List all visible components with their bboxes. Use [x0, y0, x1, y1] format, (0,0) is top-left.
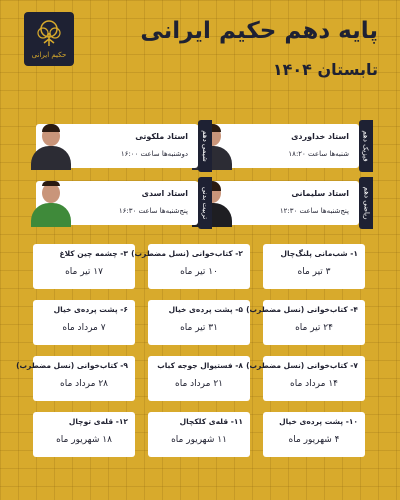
teacher-time: پنج‌شنبه‌ها ساعت ۱۶:۳۰ — [118, 207, 188, 215]
program-card — [16, 356, 135, 401]
program-date: ۱۸ شهریور ماه — [56, 435, 112, 445]
program-title: ۵- پشت پرده‌ی خیال — [168, 305, 243, 314]
program-card — [148, 356, 250, 401]
program-row — [33, 300, 365, 345]
program-date: ۲۱ مرداد ماه — [175, 379, 223, 389]
teacher-card-chemistry — [36, 124, 209, 168]
program-date: ۳ تیر ماه — [297, 267, 331, 277]
teacher-card-physics — [197, 124, 370, 168]
program-card — [33, 300, 135, 345]
program-row — [33, 412, 365, 457]
teacher-time: دوشنبه‌ها ساعت ۱۶:۰۰ — [120, 150, 188, 158]
teacher-time: پنج‌شنبه‌ها ساعت ۱۲:۳۰ — [279, 207, 349, 215]
teacher-avatar — [28, 175, 74, 227]
program-title: ۱- شب‌مانی پلنگ‌چال — [280, 249, 358, 258]
subject-tab: فیزیک دهم — [359, 120, 373, 172]
teacher-time: شنبه‌ها ساعت ۱۸:۲۰ — [288, 150, 349, 158]
program-title: ۶- پشت پرده‌ی خیال — [53, 305, 128, 314]
teacher-card-pe — [36, 181, 209, 225]
program-title: ۲- کتاب‌خوانی (نسل مضطرب) — [131, 249, 243, 258]
program-date: ۴ شهریور ماه — [288, 435, 340, 445]
program-title: ۴- کتاب‌خوانی (نسل مضطرب) — [246, 305, 358, 314]
subject-tab: شیمی دهم — [198, 120, 212, 172]
logo-text: حکیم ایرانی — [31, 51, 67, 59]
program-card — [148, 300, 250, 345]
program-card — [263, 244, 365, 289]
program-card — [246, 300, 365, 345]
program-date: ۱۱ شهریور ماه — [171, 435, 227, 445]
program-date: ۱۰ تیر ماه — [180, 267, 218, 277]
tree-icon — [34, 19, 64, 49]
program-title: ۹- کتاب‌خوانی (نسل مضطرب) — [16, 361, 128, 370]
teacher-avatar — [28, 118, 74, 170]
program-date: ۷ مرداد ماه — [62, 323, 106, 333]
program-date: ۳۱ تیر ماه — [180, 323, 218, 333]
program-card — [33, 244, 135, 289]
teacher-name: استاد ملکوتی — [135, 132, 188, 141]
page-title: پایه دهم حکیم ایرانی — [140, 18, 378, 44]
program-title: ۸- فستیوال جوجه کباب — [157, 361, 243, 370]
teacher-name: استاد اسدی — [141, 189, 188, 198]
brand-logo — [24, 12, 74, 66]
program-date: ۲۴ تیر ماه — [295, 323, 333, 333]
program-title: ۷- کتاب‌خوانی (نسل مضطرب) — [246, 361, 358, 370]
program-row — [16, 356, 365, 401]
program-date: ۲۸ مرداد ماه — [60, 379, 108, 389]
program-row — [33, 244, 365, 289]
subject-tab: ریاضی دهم — [359, 177, 373, 229]
program-date: ۱۴ مرداد ماه — [290, 379, 338, 389]
program-card — [148, 412, 250, 457]
program-title: ۳- چشمه چین کلاغ — [59, 249, 128, 258]
program-grid — [16, 244, 365, 468]
program-card — [131, 244, 250, 289]
teacher-card-math — [197, 181, 370, 225]
program-card — [33, 412, 135, 457]
program-title: ۱۰- پشت پرده‌ی خیال — [279, 417, 358, 426]
teacher-name: استاد سلیمانی — [291, 189, 349, 198]
program-card — [263, 412, 365, 457]
program-date: ۱۷ تیر ماه — [65, 267, 103, 277]
program-title: ۱۱- قله‌ی کلکچال — [179, 417, 243, 426]
program-title: ۱۲- قله‌ی توچال — [68, 417, 128, 426]
teacher-name: استاد خداوردی — [291, 132, 349, 141]
page-subtitle: تابستان ۱۴۰۴ — [272, 60, 378, 79]
program-card — [246, 356, 365, 401]
subject-tab: تربیت بدنی — [198, 177, 212, 229]
